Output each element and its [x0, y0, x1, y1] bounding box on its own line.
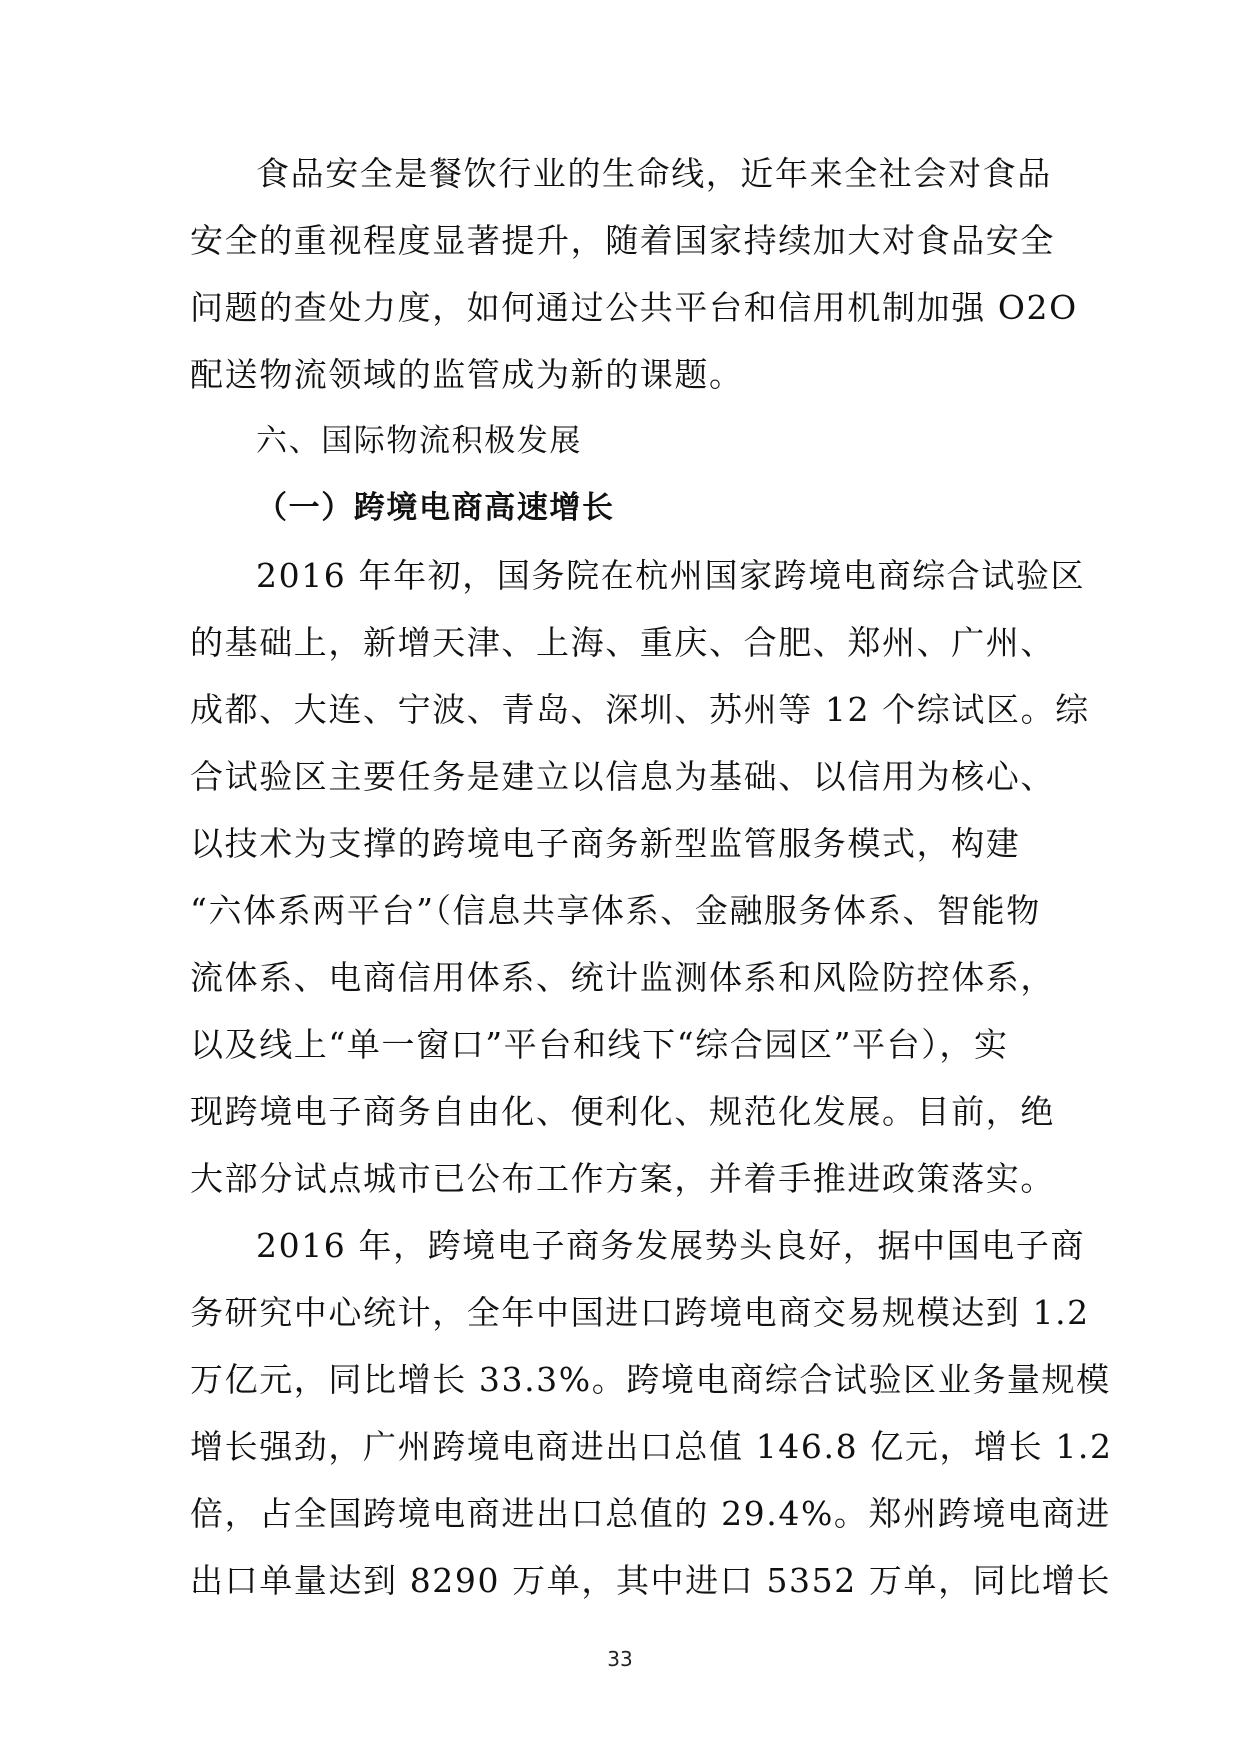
paragraph-line: 成都、大连、宁波、青岛、深圳、苏州等 12 个综试区。综	[190, 690, 1090, 729]
paragraph-line: 万亿元，同比增长 33.3%。跨境电商综合试验区业务量规模	[190, 1360, 1111, 1399]
paragraph-line: 倍，占全国跨境电商进出口总值的 29.4%。郑州跨境电商进	[190, 1494, 1111, 1533]
paragraph-line: 务研究中心统计，全年中国进口跨境电商交易规模达到 1.2	[190, 1293, 1090, 1332]
page-number: 33	[607, 1647, 633, 1671]
paragraph-line: 安全的重视程度显著提升，随着国家持续加大对食品安全	[190, 221, 1055, 260]
paragraph-line: 的基础上，新增天津、上海、重庆、合肥、郑州、广州、	[190, 623, 1055, 662]
paragraph-line: “六体系两平台”（信息共享体系、金融服务体系、智能物	[190, 891, 1041, 930]
paragraph-line: 增长强劲，广州跨境电商进出口总值 146.8 亿元，增长 1.2	[190, 1427, 1113, 1466]
paragraph-line: 现跨境电子商务自由化、便利化、规范化发展。目前，绝	[190, 1092, 1055, 1131]
paragraph-line: 以及线上“单一窗口”平台和线下“综合园区”平台），实	[190, 1025, 1009, 1064]
section-heading: 六、国际物流积极发展	[256, 423, 582, 459]
paragraph-line: 2016 年，跨境电子商务发展势头良好，据中国电子商	[256, 1226, 1086, 1265]
paragraph-line: 合试验区主要任务是建立以信息为基础、以信用为核心、	[190, 757, 1055, 796]
paragraph-line: 配送物流领域的监管成为新的课题。	[190, 355, 744, 394]
paragraph-line: 流体系、电商信用体系、统计监测体系和风险防控体系，	[190, 958, 1055, 997]
paragraph-line: 大部分试点城市已公布工作方案，并着手推进政策落实。	[190, 1159, 1055, 1198]
subsection-heading: （一）跨境电商高速增长	[256, 490, 615, 526]
document-page	[190, 140, 1113, 1614]
paragraph-line: 2016 年年初，国务院在杭州国家跨境电商综合试验区	[256, 556, 1086, 595]
paragraph-line: 以技术为支撑的跨境电子商务新型监管服务模式，构建	[190, 824, 1021, 863]
paragraph-line: 食品安全是餐饮行业的生命线，近年来全社会对食品	[256, 154, 1052, 193]
paragraph-line: 问题的查处力度，如何通过公共平台和信用机制加强 O2O	[190, 288, 1078, 327]
paragraph-line: 出口单量达到 8290 万单，其中进口 5352 万单，同比增长	[190, 1561, 1112, 1600]
